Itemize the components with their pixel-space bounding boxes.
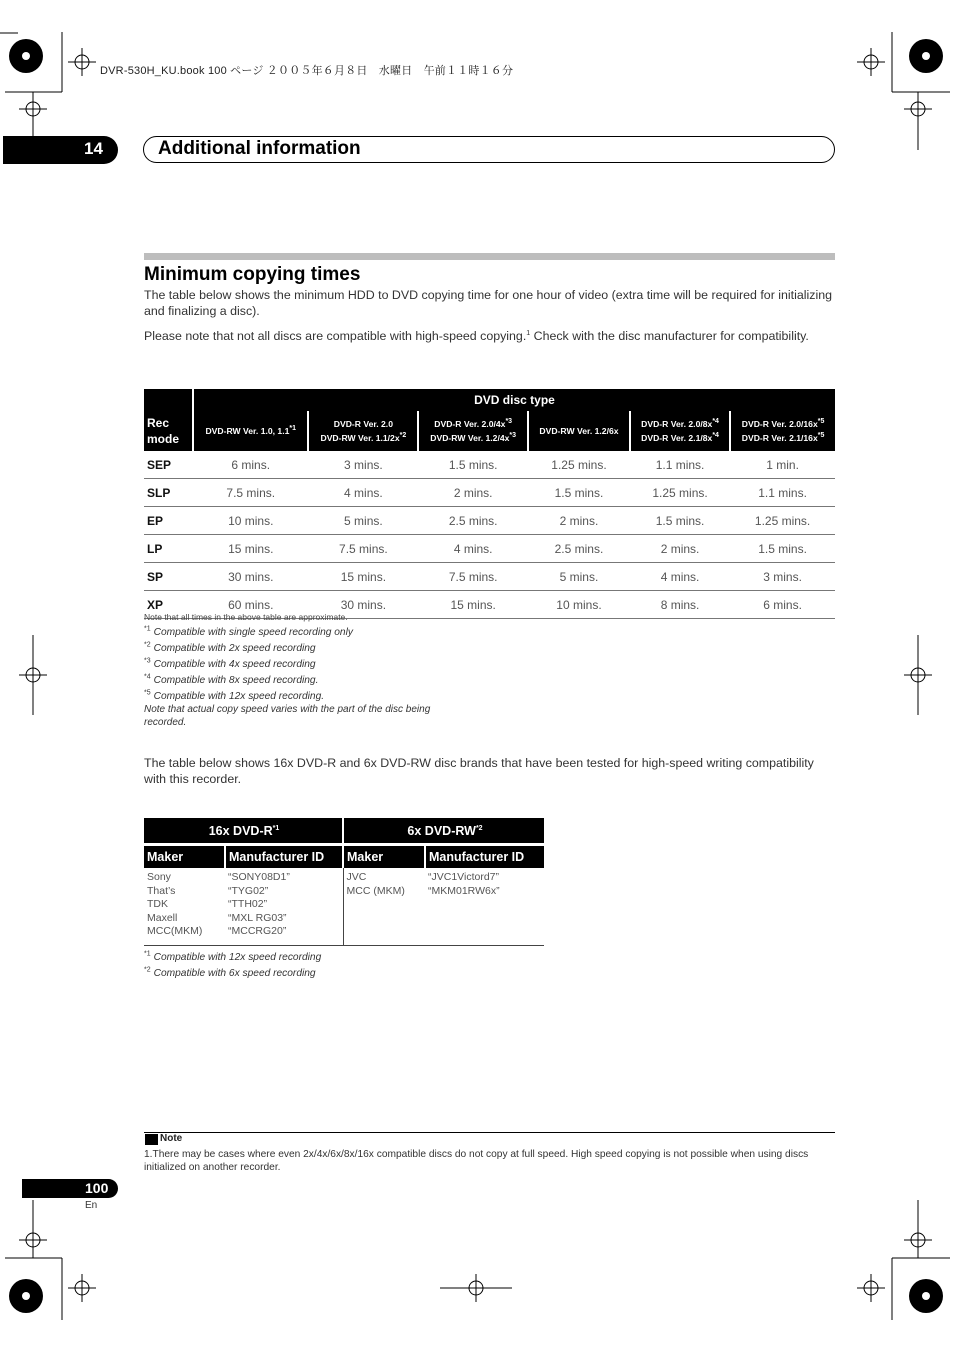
section-title: Minimum copying times bbox=[144, 264, 361, 285]
footnotes-list bbox=[144, 626, 353, 706]
maker-name: That’s bbox=[147, 884, 176, 897]
copy-time-cell: 2.5 mins. bbox=[418, 507, 528, 535]
rec-mode-cell: SLP bbox=[144, 479, 193, 507]
copy-time-cell: 1.25 mins. bbox=[528, 451, 630, 479]
footnote: $^{*4}$ Compatible with 8x speed recording. bbox=[144, 673, 319, 686]
disc-type-column-header: DVD-R Ver. $2.0/8x^{*4}$ DVD-R Ver. $2.1/8x^{*4}$ bbox=[630, 411, 730, 451]
maker-name: Sony bbox=[147, 871, 171, 883]
copy-time-cell: 1.5 mins. bbox=[418, 451, 528, 479]
copy-time-cell: 15 mins. bbox=[308, 563, 418, 591]
chapter-title: Additional information bbox=[158, 138, 361, 159]
dvdr-id-list bbox=[225, 868, 343, 945]
disc-type-column-header: DVD-RW Ver. 1.0, 1.1$^{*1}$ bbox=[193, 411, 308, 451]
footnote: $^{*2}$ Compatible with 2x speed recording bbox=[144, 641, 316, 654]
copy-time-cell: 10 mins. bbox=[193, 507, 308, 535]
copy-time-cell: 4 mins. bbox=[630, 563, 730, 591]
note-pencil-icon bbox=[145, 1134, 158, 1145]
disc-type-column-header: DVD-R Ver. $2.0/4x^{*3}$ DVD-RW Ver. $1.2/4x^{*3}$ bbox=[418, 411, 528, 451]
rec-mode-cell: LP bbox=[144, 535, 193, 563]
dvdrw-id-list bbox=[425, 868, 544, 945]
print-header: DVR-530H_KU.book 100 ページ ２００５年６月８日 水曜日 午前１１時１６分 bbox=[100, 65, 514, 77]
maker-name: JVC bbox=[346, 871, 367, 883]
note-label: Note bbox=[160, 1133, 183, 1144]
table-row bbox=[144, 479, 835, 507]
brand-footnotes bbox=[144, 951, 321, 983]
page-number: 100 bbox=[85, 1180, 109, 1196]
copy-time-cell: 60 mins. bbox=[193, 591, 308, 619]
note-divider bbox=[144, 1132, 835, 1133]
footnote: $^{*2}$ Compatible with 6x speed recording bbox=[144, 966, 316, 979]
copy-time-cell: 6 mins. bbox=[193, 451, 308, 479]
manufacturer-id: “MCCRG20” bbox=[228, 925, 287, 937]
compat-paragraph: Please note that not all discs are compatible with high-speed copying.$^1$ Check with the disc manufacturer for compatibility. bbox=[144, 329, 809, 343]
footnote: $^{*1}$ Compatible with single speed recording only bbox=[144, 625, 353, 638]
copy-time-cell: 7.5 mins. bbox=[418, 563, 528, 591]
footnote-extra: Note that actual copy speed varies with the part of the disc being recorded. bbox=[144, 704, 431, 728]
dvdrw-maker-list bbox=[343, 868, 425, 945]
rec-mode-header: Rec mode bbox=[144, 389, 193, 451]
copy-time-cell: 2 mins. bbox=[630, 535, 730, 563]
maker-name: MCC(MKM) bbox=[147, 925, 203, 937]
copy-time-cell: 1.5 mins. bbox=[730, 535, 835, 563]
rec-mode-cell: SEP bbox=[144, 451, 193, 479]
disc-type-header: DVD disc type bbox=[193, 389, 835, 411]
copy-time-cell: 10 mins. bbox=[528, 591, 630, 619]
footnote: $^{*5}$ Compatible with 12x speed recording. bbox=[144, 689, 325, 702]
copy-time-cell: 2 mins. bbox=[528, 507, 630, 535]
copying-times-table bbox=[144, 389, 835, 619]
table-row bbox=[144, 507, 835, 535]
copy-time-cell: 1.25 mins. bbox=[630, 479, 730, 507]
disc-type-subheader-row bbox=[144, 411, 835, 451]
intro-paragraph: The table below shows the minimum HDD to DVD copying time for one hour of video (extra time will be required for initializing and finalizing a disc). bbox=[144, 288, 832, 318]
dvdrw-6x-header: 6x DVD-RW$^{*2}$ bbox=[343, 818, 544, 845]
copy-time-cell: 6 mins. bbox=[730, 591, 835, 619]
copy-time-cell: 2.5 mins. bbox=[528, 535, 630, 563]
disc-type-column-header: DVD-R Ver. $2.0/16x^{*5}$ DVD-R Ver. $2.1/16x^{*5}$ bbox=[730, 411, 835, 451]
copy-time-cell: 15 mins. bbox=[193, 535, 308, 563]
copy-time-cell: 3 mins. bbox=[730, 563, 835, 591]
manufacturer-id-header: Manufacturer ID bbox=[425, 845, 544, 869]
maker-name: TDK bbox=[147, 898, 168, 910]
manufacturer-id: “TTH02” bbox=[228, 898, 268, 910]
table-row bbox=[144, 535, 835, 563]
copy-time-cell: 1 min. bbox=[730, 451, 835, 479]
copy-time-cell: 7.5 mins. bbox=[308, 535, 418, 563]
manufacturer-id-header: Manufacturer ID bbox=[225, 845, 343, 869]
copy-time-cell: 3 mins. bbox=[308, 451, 418, 479]
brands-intro: The table below shows 16x DVD-R and 6x DVD-RW disc brands that have been tested for high-speed writing compatibility with this recorder. bbox=[144, 756, 814, 786]
copy-time-cell: 15 mins. bbox=[418, 591, 528, 619]
copy-time-cell: 1.25 mins. bbox=[730, 507, 835, 535]
copy-time-cell: 4 mins. bbox=[308, 479, 418, 507]
brands-row bbox=[144, 868, 544, 945]
copy-time-cell: 1.5 mins. bbox=[630, 507, 730, 535]
section-divider bbox=[144, 253, 835, 260]
rec-mode-cell: SP bbox=[144, 563, 193, 591]
copy-time-cell: 4 mins. bbox=[418, 535, 528, 563]
table-row bbox=[144, 563, 835, 591]
copy-time-cell: 2 mins. bbox=[418, 479, 528, 507]
maker-name: MCC (MKM) bbox=[346, 884, 405, 897]
footnote: $^{*1}$ Compatible with 12x speed recording bbox=[144, 950, 322, 963]
chapter-number: 14 bbox=[84, 139, 103, 158]
copy-time-cell: 8 mins. bbox=[630, 591, 730, 619]
manufacturer-id: “SONY08D1” bbox=[228, 871, 290, 883]
table-row bbox=[144, 451, 835, 479]
manufacturer-id: “TYG02” bbox=[228, 884, 269, 897]
table-note: Note that all times in the above table are approximate. bbox=[144, 612, 348, 622]
copy-time-cell: 7.5 mins. bbox=[193, 479, 308, 507]
maker-header: Maker bbox=[144, 845, 225, 869]
maker-name: Maxell bbox=[147, 911, 178, 924]
copy-time-cell: 5 mins. bbox=[308, 507, 418, 535]
disc-type-column-header: DVD-R Ver. 2.0 DVD-RW Ver. $1.1/2x^{*2}$ bbox=[308, 411, 418, 451]
note-text: 1.There may be cases where even 2x/4x/6x/8x/16x compatible discs do not copy at full speed. High speed copying is not possible when using discs initialized on another recorder. bbox=[144, 1149, 809, 1173]
copy-time-cell: 30 mins. bbox=[193, 563, 308, 591]
copy-time-cell: 5 mins. bbox=[528, 563, 630, 591]
copy-time-cell: 1.5 mins. bbox=[528, 479, 630, 507]
copy-time-cell: 1.1 mins. bbox=[730, 479, 835, 507]
copy-time-cell: 1.1 mins. bbox=[630, 451, 730, 479]
copy-time-cell: 30 mins. bbox=[308, 591, 418, 619]
manufacturer-id: “JVC1Victord7” bbox=[428, 871, 499, 883]
dvdr-16x-header: 16x DVD-$R^{*1}$ bbox=[144, 818, 343, 845]
footnote: $^{*3}$ Compatible with 4x speed recording bbox=[144, 657, 316, 670]
disc-brands-table bbox=[144, 818, 544, 946]
dvdr-maker-list bbox=[144, 868, 225, 945]
rec-mode-cell: XP bbox=[144, 591, 193, 619]
manufacturer-id: “MKM01RW6x” bbox=[428, 884, 500, 897]
disc-type-column-header: DVD-RW Ver. 1.2/6x bbox=[528, 411, 630, 451]
rec-mode-cell: EP bbox=[144, 507, 193, 535]
manufacturer-id: “MXL RG03” bbox=[228, 911, 287, 924]
maker-header: Maker bbox=[343, 845, 425, 869]
page-language: En bbox=[85, 1200, 98, 1211]
